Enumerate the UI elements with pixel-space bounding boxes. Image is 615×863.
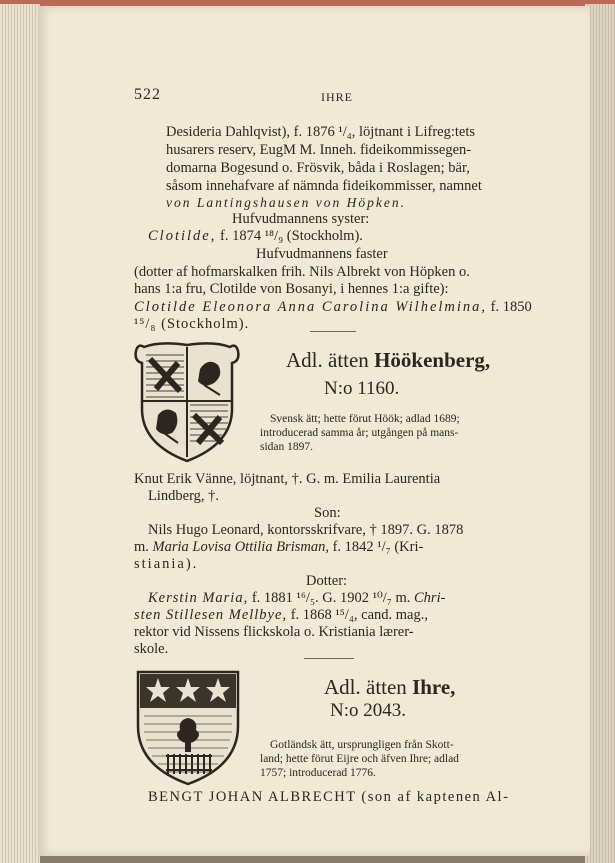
family2-desc-line: 1757; introducerad 1776. [260, 767, 376, 779]
book-page [38, 6, 590, 856]
heading-syster: Hufvudmannens syster: [232, 211, 370, 227]
nils-line2-post: f. 1842 ¹/₇ (Kri- [332, 539, 424, 555]
nils-line2-pre: m. [134, 539, 149, 555]
family2-desc-line: Gotländsk ätt, ursprungligen från Skott- [270, 739, 454, 751]
family1-title-name: Höökenberg, [374, 348, 491, 372]
nils-spouse-name: Maria Lovisa Ottilia Brisman, [152, 539, 329, 555]
heading-dotter: Dotter: [306, 573, 348, 589]
faster-born-place: ¹⁵/₈ (Stockholm). [134, 316, 250, 332]
clotilde-dates: f. 1874 ¹⁸/₉ (Stockholm). [219, 228, 363, 244]
family1-number: N:o 1160. [324, 378, 400, 399]
text-line: domarna Bogesund o. Frösvik, båda i Roslagen; bär, [166, 160, 470, 176]
text-line: såsom innehafvare af nämnda fideikommisser, namnet [166, 178, 482, 194]
text-line: BENGT JOHAN ALBRECHT (son af kaptenen Al- [148, 789, 510, 805]
text-line: husarers reserv, EugM M. Inneh. fideikommissegen- [166, 142, 472, 158]
kerstin-spouse-name: sten Stillesen Mellbye, [134, 607, 288, 623]
separator-rule [304, 658, 354, 659]
running-head: IHRE [321, 90, 353, 104]
family1-title-prefix: Adl. ätten [286, 348, 369, 372]
page-number: 522 [134, 86, 161, 103]
coat-of-arms-hookenberg-icon [134, 339, 240, 464]
text-line: rektor vid Nissens flickskola o. Kristiania lærer- [134, 624, 414, 640]
name-line: von Lantingshausen von Höpken. [166, 195, 406, 210]
text-line: Desideria Dahlqvist), f. 1876 ¹/₄, löjtnant i Lifreg:tets [166, 124, 476, 140]
coat-of-arms-ihre-icon [134, 666, 242, 788]
text-line: hans 1:a fru, Clotilde von Bosanyi, i hennes 1:a gifte): [134, 281, 449, 297]
text-line: Knut Erik Vänne, löjtnant, †. G. m. Emilia Laurentia [134, 471, 441, 487]
heading-son: Son: [314, 505, 341, 521]
text-line: stiania). [134, 556, 199, 572]
heading-faster: Hufvudmannens faster [256, 246, 388, 262]
page-stack-left [0, 4, 40, 863]
faster-born: f. 1850 [490, 299, 532, 315]
text-line: (dotter af hofmarskalken frih. Nils Albrekt von Höpken o. [134, 264, 470, 280]
text-line: Lindberg, †. [148, 488, 220, 504]
family1-desc-line: introducerad samma år; utgången på mans- [260, 427, 459, 439]
family2-desc-line: land; hette förut Eijre och äfven Ihre; adlad [260, 753, 459, 765]
family2-title-prefix: Adl. ätten [324, 675, 407, 699]
clotilde-name: Clotilde, [148, 228, 217, 244]
kerstin-dates: f. 1881 ¹⁶/₅. G. 1902 ¹⁰/₇ m. [251, 590, 411, 606]
kerstin-line2-rest: f. 1868 ¹⁵/₄, cand. mag., [290, 607, 428, 623]
family1-desc-line: sidan 1897. [260, 441, 314, 453]
family1-desc-line: Svensk ätt; hette förut Höök; adlad 1689; [270, 413, 460, 425]
separator-rule [310, 331, 356, 332]
faster-name: Clotilde Eleonora Anna Carolina Wilhelmina, [134, 299, 488, 315]
text-line: skole. [134, 641, 169, 657]
kerstin-chri: Chri- [414, 590, 446, 606]
kerstin-name: Kerstin Maria, [148, 590, 249, 606]
text-line: Nils Hugo Leonard, kontorsskrifvare, † 1897. G. 1878 [148, 522, 464, 538]
family2-number: N:o 2043. [330, 700, 406, 721]
family2-title-name: Ihre, [412, 675, 456, 699]
